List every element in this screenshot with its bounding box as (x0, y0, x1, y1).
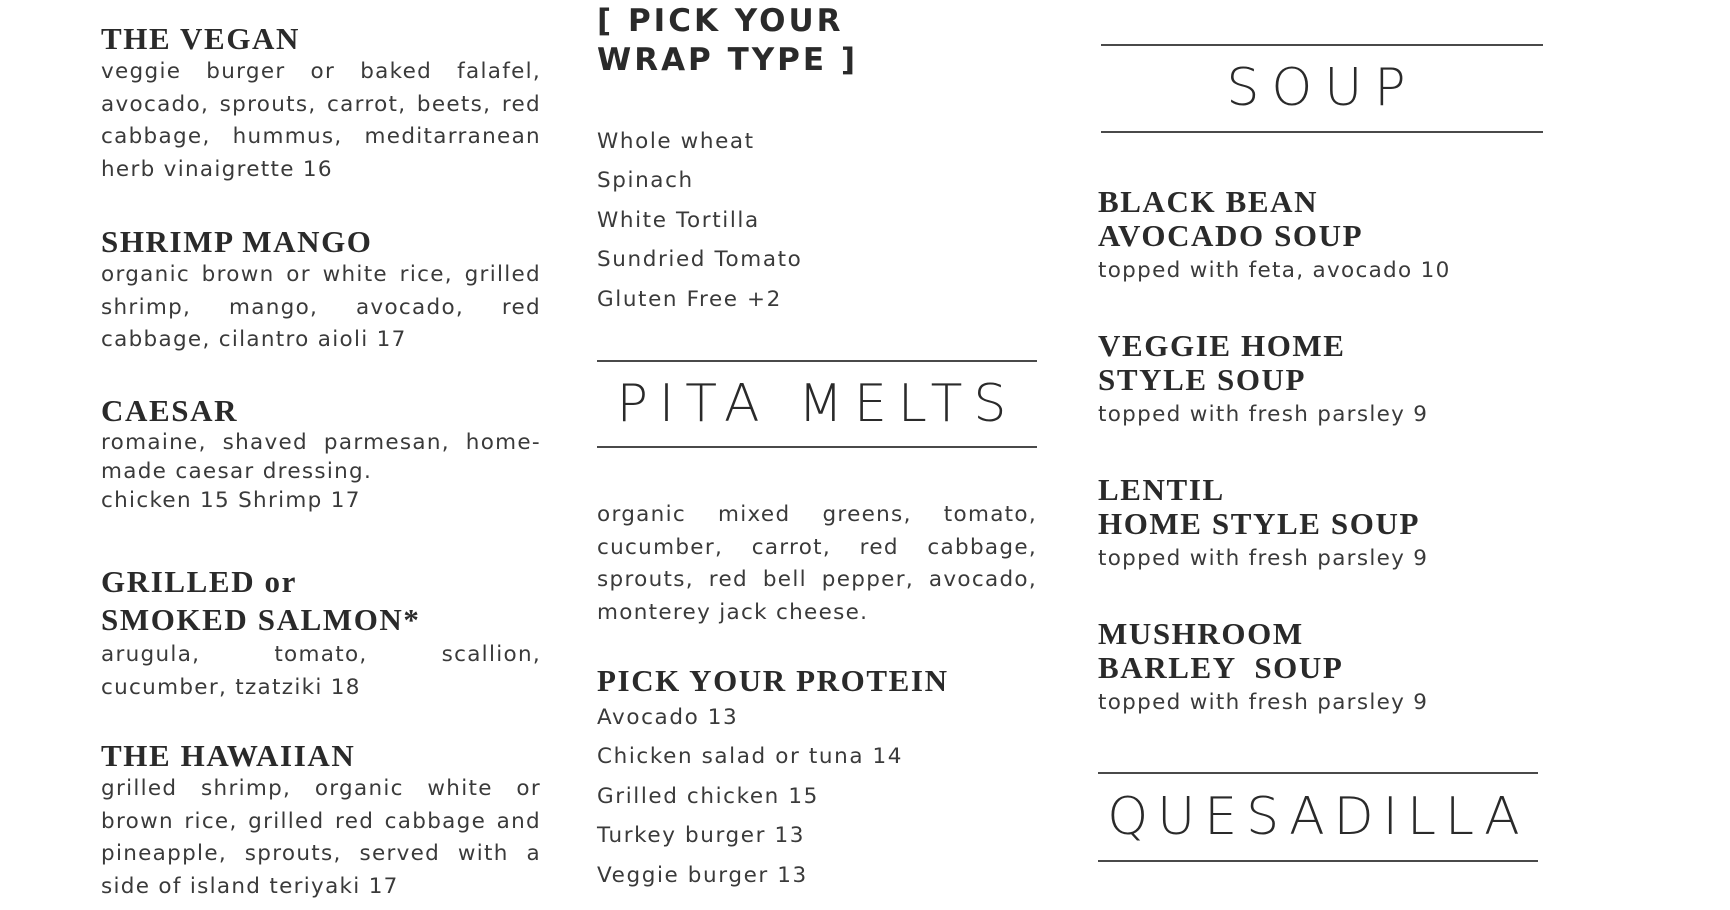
soup-name: BLACK BEAN AVOCADO SOUP (1098, 184, 1364, 253)
pick-protein-heading: PICK YOUR PROTEIN (597, 663, 949, 698)
soup-name: LENTIL HOME STYLE SOUP (1098, 472, 1420, 541)
wrap-type-list (597, 122, 802, 319)
soup-name: VEGGIE HOME STYLE SOUP (1098, 328, 1346, 397)
wrap-option: Spinach (597, 168, 694, 194)
menu-item-grilled-or-smoked-salmon (101, 563, 541, 704)
pita-melts-heading: PITA MELTS (616, 374, 1018, 434)
protein-option: Grilled chicken 15 (597, 783, 819, 809)
item-name: THE VEGAN (101, 21, 301, 56)
soup-name: MUSHROOM BARLEY SOUP (1098, 616, 1344, 685)
item-description: romaine, shaved parmesan, home-made caesar dressing. chicken 15 Shrimp 17 (101, 430, 541, 513)
quesadilla-heading: QUESADILLA (1107, 787, 1529, 847)
item-name: SHRIMP MANGO (101, 224, 373, 259)
wrap-option: Whole wheat (597, 129, 755, 154)
soup-description: topped with fresh parsley 9 (1098, 402, 1429, 427)
protein-option: Turkey burger 13 (597, 823, 806, 849)
menu-item-the-vegan (101, 22, 541, 186)
soup-heading: SOUP (1226, 58, 1418, 118)
protein-list (597, 698, 903, 895)
item-description: veggie burger or baked falafel, avocado, sprouts, carrot, beets, red cabbage, hummus, meditarranean herb vinaigrette 16 (101, 59, 541, 182)
wrap-type-heading: [ PICK YOUR WRAP TYPE ] (597, 3, 859, 78)
soup-item-mushroom-barley (1098, 617, 1543, 720)
soup-item-lentil-home-style (1098, 473, 1543, 576)
protein-option: Veggie burger 13 (597, 862, 808, 888)
item-description: organic brown or white rice, grilled shrimp, mango, avocado, red cabbage, cilantro aioli 17 (101, 262, 541, 352)
soup-description: topped with fresh parsley 9 (1098, 546, 1429, 571)
soup-description: topped with fresh parsley 9 (1098, 690, 1429, 715)
wrap-option: Gluten Free +2 (597, 286, 782, 312)
menu-item-the-hawaiian (101, 739, 541, 903)
soup-item-black-bean-avocado (1098, 185, 1543, 288)
soup-description: topped with feta, avocado 10 (1098, 258, 1451, 283)
item-name: GRILLED or SMOKED SALMON* (101, 564, 421, 637)
quesadilla-heading-block (1098, 772, 1538, 862)
menu-item-shrimp-mango (101, 225, 541, 357)
item-description: grilled shrimp, organic white or brown rice, grilled red cabbage and pineapple, sprouts, served with a side of island teriyaki 17 (101, 776, 541, 899)
item-description: arugula, tomato, scallion, cucumber, tzatziki 18 (101, 642, 541, 700)
wrap-option: Sundried Tomato (597, 247, 803, 273)
soup-item-veggie-home-style (1098, 329, 1543, 432)
item-name: CAESAR (101, 393, 239, 428)
wrap-option: White Tortilla (597, 207, 760, 233)
menu-item-caesar (101, 394, 541, 515)
protein-option: Chicken salad or tuna 14 (597, 744, 904, 770)
protein-option: Avocado 13 (597, 705, 739, 730)
item-name: THE HAWAIIAN (101, 738, 356, 773)
pita-melts-description: organic mixed greens, tomato, cucumber, carrot, red cabbage, sprouts, red bell pepper, avocado, monterey jack cheese. (597, 502, 1037, 625)
soup-heading-block (1101, 44, 1543, 133)
pita-melts-heading-block (597, 360, 1037, 448)
